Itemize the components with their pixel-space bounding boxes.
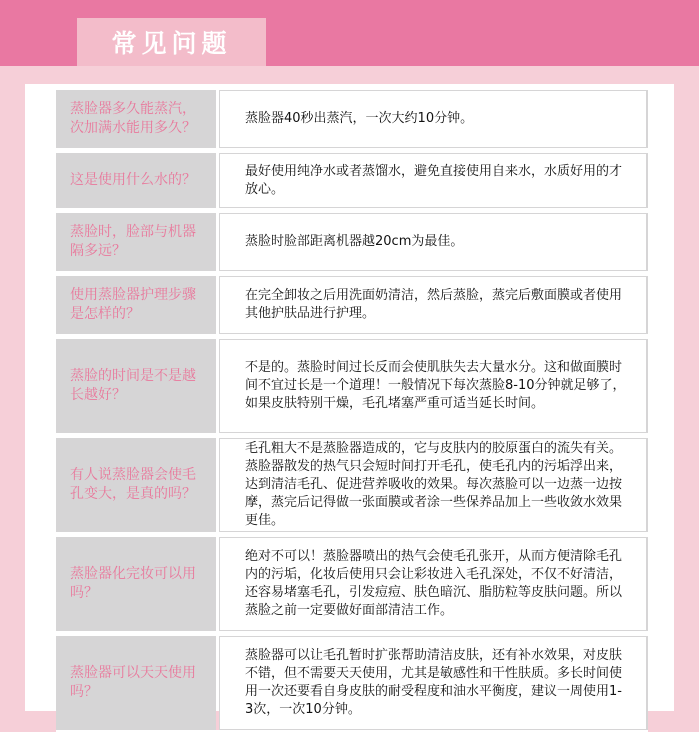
faq-answer: 不是的。蒸脸时间过长反而会使肌肤失去大量水分。这和做面膜时间不宜过长是一个道理！一般情况下每次蒸脸8-10分钟就足够了，如果皮肤特别干燥，毛孔堵塞严重可适当延长时间。	[219, 339, 648, 433]
faq-row	[56, 153, 648, 210]
faq-question: 蒸脸器化完妆可以用吗？	[56, 537, 216, 631]
faq-answer: 蒸脸器40秒出蒸汽，一次大约10分钟。	[219, 90, 648, 148]
faq-question: 蒸脸时，脸部与机器隔多远？	[56, 213, 216, 271]
faq-answer: 蒸脸器可以让毛孔暂时扩张帮助清洁皮肤，还有补水效果，对皮肤不错，但不需要天天使用，尤其是敏感性和干性肤质。多长时间使用一次还要看自身皮肤的耐受程度和油水平衡度，建议一周使用1-3次，一次10分钟。	[219, 636, 648, 730]
faq-row	[56, 339, 648, 435]
faq-row	[56, 276, 648, 336]
faq-answer: 毛孔粗大不是蒸脸器造成的，它与皮肤内的胶原蛋白的流失有关。蒸脸器散发的热气只会短时间打开毛孔，使毛孔内的污垢浮出来，达到清洁毛孔、促进营养吸收的效果。每次蒸脸可以一边蒸一边按摩，蒸完后记得做一张面膜或者涂一些保养品加上一些收敛水效果更佳。	[219, 438, 648, 532]
faq-question: 蒸脸器可以天天使用吗？	[56, 636, 216, 730]
faq-row	[56, 213, 648, 273]
faq-row	[56, 90, 648, 150]
faq-question: 有人说蒸脸器会使毛孔变大，是真的吗？	[56, 438, 216, 532]
faq-question: 蒸脸的时间是不是越长越好？	[56, 339, 216, 433]
faq-question: 蒸脸器多久能蒸汽，次加满水能用多久？	[56, 90, 216, 148]
faq-question: 使用蒸脸器护理步骤是怎样的？	[56, 276, 216, 334]
faq-row	[56, 636, 648, 732]
faq-answer: 蒸脸时脸部距离机器越20cm为最佳。	[219, 213, 648, 271]
page-title: 常见问题	[77, 18, 266, 66]
faq-answer: 绝对不可以！蒸脸器喷出的热气会使毛孔张开，从而方便清除毛孔内的污垢，化妆后使用只会让彩妆进入毛孔深处，不仅不好清洁，还容易堵塞毛孔，引发痘痘、肤色暗沉、脂肪粒等皮肤问题。所以蒸脸之前一定要做好面部清洁工作。	[219, 537, 648, 631]
faq-question: 这是使用什么水的？	[56, 153, 216, 208]
faq-answer: 在完全卸妆之后用洗面奶清洁，然后蒸脸，蒸完后敷面膜或者使用其他护肤品进行护理。	[219, 276, 648, 334]
faq-table	[56, 90, 648, 732]
faq-row	[56, 438, 648, 534]
faq-row	[56, 537, 648, 633]
faq-answer: 最好使用纯净水或者蒸馏水，避免直接使用自来水，水质好用的才放心。	[219, 153, 648, 208]
